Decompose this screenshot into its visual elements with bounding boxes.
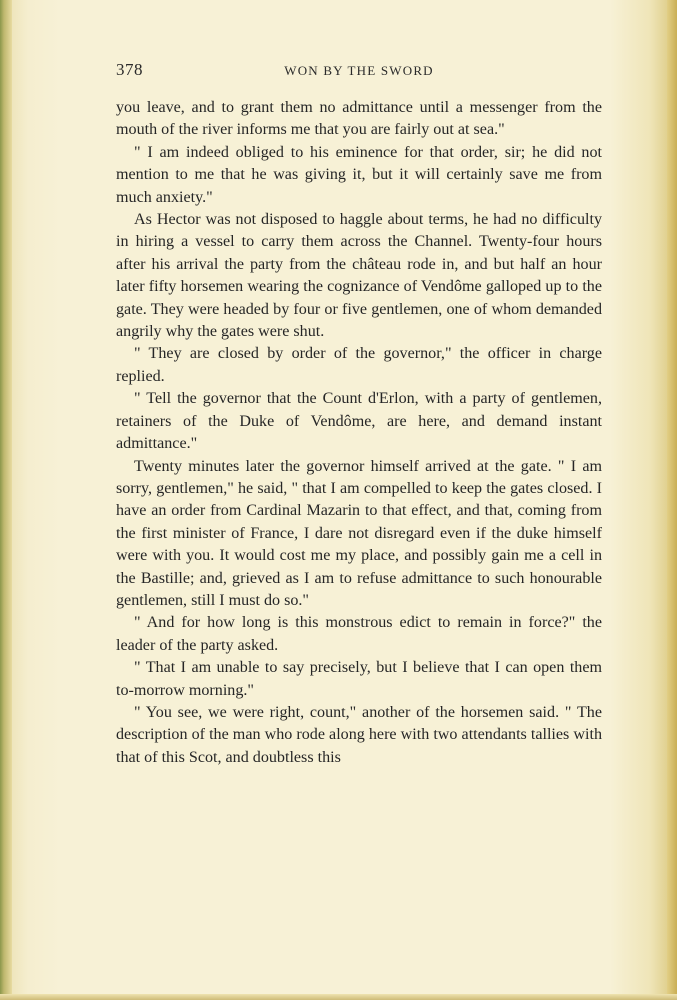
paragraph: " I am indeed obliged to his eminence for that order, sir; he did not mention to me that he was giving it, but it will certainly save me from much anxiety."	[116, 143, 602, 206]
page-bottom-edge	[0, 994, 677, 1000]
paragraph: you leave, and to grant them no admittance until a messenger from the mouth of the river informs me that you are fairly out at sea."	[116, 99, 602, 139]
paragraph: " And for how long is this monstrous edict to remain in force?" the leader of the party asked.	[116, 614, 602, 654]
page-edge	[667, 0, 677, 1000]
paragraph: " That I am unable to say precisely, but I believe that I can open them to-morrow morning."	[116, 659, 602, 699]
running-title: WON BY THE SWORD	[284, 63, 434, 78]
paragraph: As Hector was not disposed to haggle about terms, he had no difficulty in hiring a vessel to carry them across the Channel. Twenty-four hours after his arrival the party from the château rode in, and but half an hour later fifty horsemen wearing the cognizance of Vendôme galloped up to the gate. They were headed by four or five gentlemen, one of whom demanded angrily why the gates were shut.	[116, 211, 602, 341]
paragraph: " They are closed by order of the governor," the officer in charge replied.	[116, 345, 602, 385]
body-text	[116, 97, 602, 769]
page-header	[116, 60, 602, 86]
page-gutter-shadow	[0, 0, 12, 1000]
paragraph: " Tell the governor that the Count d'Erlon, with a party of gentlemen, retainers of the Duke of Vendôme, are here, and demand instant admittance."	[116, 390, 602, 453]
paragraph: Twenty minutes later the governor himself arrived at the gate. " I am sorry, gentlemen," he said, " that I am compelled to keep the gates closed. I have an order from Cardinal Mazarin to that effect, and that, coming from the first minister of France, I dare not disregard even if the duke himself were with you. It would cost me my place, and possibly gain me a cell in the Bastille; and, grieved as I am to refuse admittance to such honourable gentlemen, still I must do so."	[116, 457, 602, 609]
paragraph: " You see, we were right, count," another of the horsemen said. " The description of the man who rode along here with two attendants tallies with that of this Scot, and doubtless this	[116, 703, 602, 766]
page-number: 378	[116, 60, 143, 79]
